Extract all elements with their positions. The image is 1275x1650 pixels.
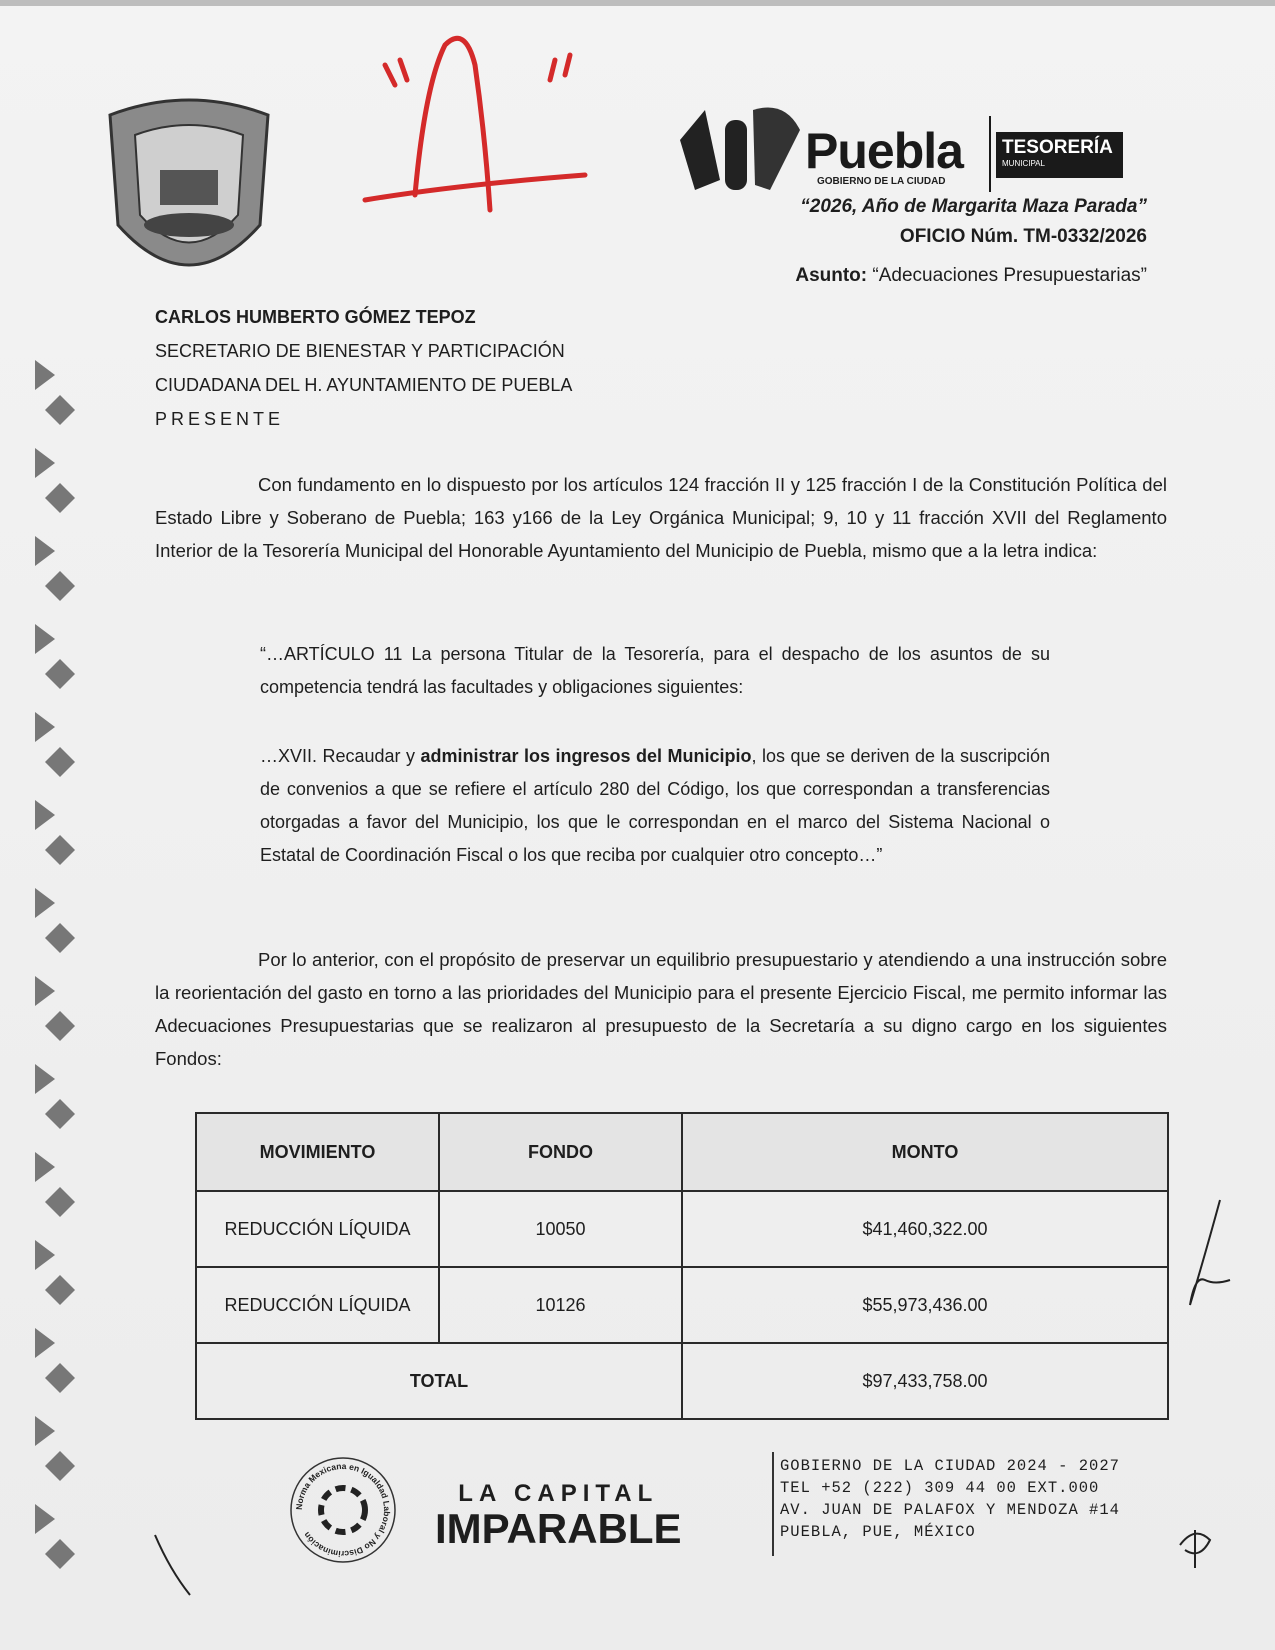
cell-fondo: 10126 [439,1267,682,1343]
recipient-title-1: SECRETARIO DE BIENESTAR Y PARTICIPACIÓN [155,341,565,361]
quote-fraction-xvii [260,740,1050,872]
city-seal-logo [100,95,278,295]
col-monto: MONTO [682,1113,1168,1191]
recipient-name: CARLOS HUMBERTO GÓMEZ TEPOZ [155,307,476,327]
footer-phone: TEL +52 (222) 309 44 00 EXT.000 [780,1479,1100,1497]
paragraph-adjustments: Por lo anterior, con el propósito de preservar un equilibrio presupuestario y atendiendo a una instrucción sobre la reorientación del gasto en torno a las prioridades del Municipio para el presente Ejercicio Fiscal, me permito informar las Adecuaciones Presupuestarias que se realizaron al presupuesto de la Secretaría a su digno cargo en los siguientes Fondos: [155,949,1167,1069]
oficio-number: OFICIO Núm. TM-0332/2026 [899,226,1147,247]
slogan-line-1: LA CAPITAL [458,1480,659,1507]
logo-name: Puebla [805,123,963,179]
scan-edge [0,0,1275,6]
equality-norm-seal-text [294,1461,392,1559]
dept-badge [993,132,1123,178]
slogan-line-2: IMPARABLE [435,1505,682,1552]
pen-stroke [150,1530,200,1600]
table-header [196,1113,1168,1191]
logo-subtitle: GOBIERNO DE LA CIUDAD [817,176,946,187]
decorative-border [25,360,87,1620]
handwritten-a-mark [355,25,605,230]
cell-movimiento: REDUCCIÓN LÍQUIDA [196,1191,439,1267]
slogan-logo [435,1480,682,1550]
dept-subtitle: MUNICIPAL [1002,159,1045,168]
quote-text: …XVII. Recaudar y [260,746,421,766]
paragraph-legal-basis: Con fundamento en lo dispuesto por los artículos 124 fracción II y 125 fracción I de la Constitución Política del Estado Libre y Soberano de Puebla; 163 y166 de la Ley Orgánica Municipal; 9, 10 y 11 fracción XVII del Reglamento Interior de la Tesorería Municipal del Honorable Ayuntamiento del Municipio de Puebla, mismo que a la letra indica: [155,474,1167,561]
recipient-title-2: CIUDADANA DEL H. AYUNTAMIENTO DE PUEBLA [155,375,573,395]
total-label: TOTAL [196,1343,682,1419]
handwritten-initial [1175,1195,1235,1315]
footer-divider [772,1452,774,1556]
col-fondo: FONDO [439,1113,682,1191]
table-row [196,1191,1168,1267]
cell-fondo: 10050 [439,1191,682,1267]
subject-label: Asunto: [795,265,868,286]
quote-article-11: “…ARTÍCULO 11 La persona Titular de la Tesorería, para el despacho de los asuntos de su competencia tendrá las facultades y obligaciones siguientes: [260,644,1050,697]
equality-norm-seal-icon [288,1455,398,1565]
subject-value: “Adecuaciones Presupuestarias” [867,265,1147,286]
presente: PRESENTE [155,409,285,429]
table-row [196,1267,1168,1343]
quote-text: , los que se deriven de la suscripción de convenios a que se refiere el artículo 280 del Código, los que correspondan a transferencias otorgadas a favor del Municipio, los que le correspondan en el marco del Sistema Nacional o Estatal de Coordinación Fiscal o los que reciba por cualquier otro concepto…” [260,746,1050,865]
subject [795,265,1147,287]
puebla-emblem-icon [675,100,805,192]
footer-line: GOBIERNO DE LA CIUDAD 2024 - 2027 [780,1457,1120,1475]
table-total-row [196,1343,1168,1419]
handwritten-mark [1170,1520,1220,1570]
col-movimiento: MOVIMIENTO [196,1113,439,1191]
logo-divider [989,116,991,192]
quote-bold: administrar los ingresos del Municipio [420,746,752,766]
year-motto: “2026, Año de Margarita Maza Parada” [800,196,1147,217]
footer-address: AV. JUAN DE PALAFOX Y MENDOZA #14 [780,1501,1120,1519]
total-value: $97,433,758.00 [682,1343,1168,1419]
budget-table [195,1112,1169,1420]
footer-city: PUEBLA, PUE, MÉXICO [780,1523,976,1541]
footer-contact [780,1455,1120,1543]
equality-norm-seal-text-path: Norma Mexicana en Igualdad Laboral y No Discriminación [293,1460,393,1560]
cell-monto: $41,460,322.00 [682,1191,1168,1267]
cell-monto: $55,973,436.00 [682,1267,1168,1343]
dept-title: TESORERÍA [1002,137,1113,158]
cell-movimiento: REDUCCIÓN LÍQUIDA [196,1267,439,1343]
recipient-block [155,300,572,436]
